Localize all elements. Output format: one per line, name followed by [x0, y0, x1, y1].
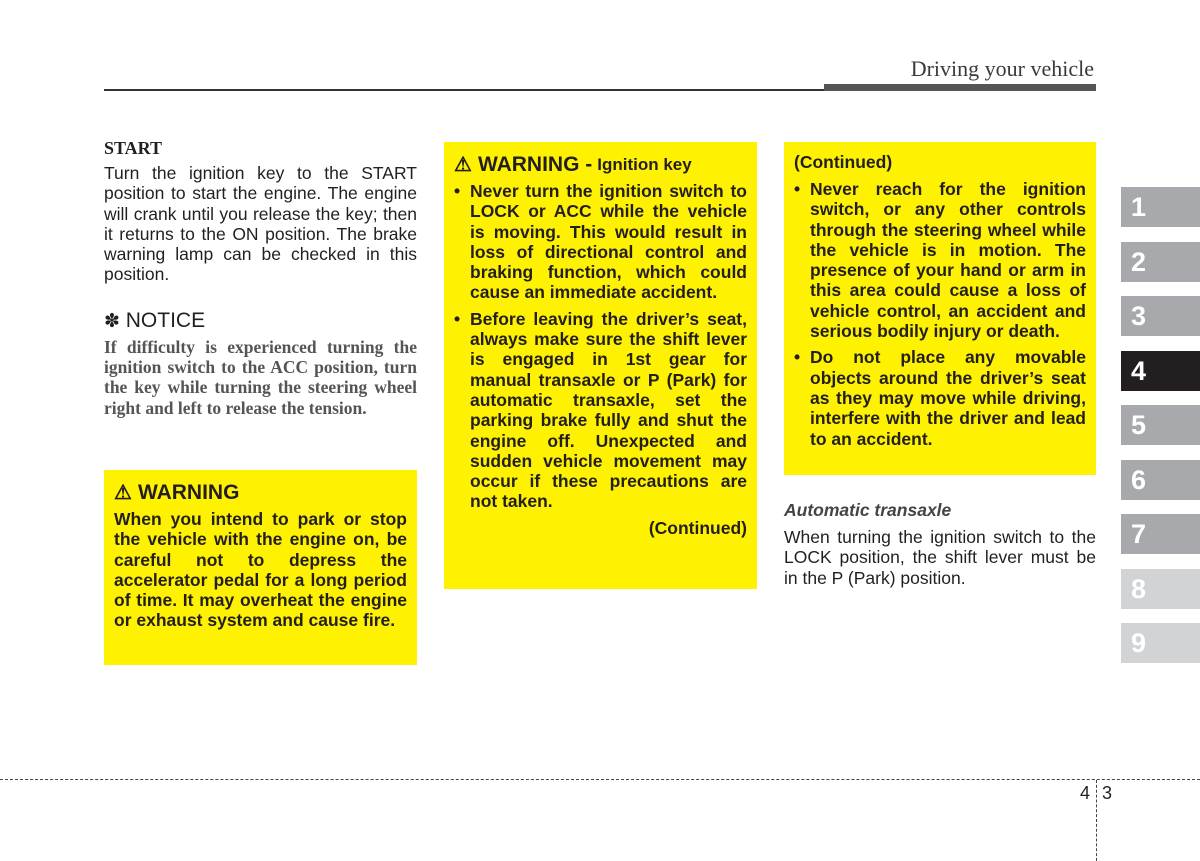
warning-triangle-icon: ⚠ [454, 154, 472, 176]
warning-list-item: • Before leaving the driver’s seat, always make sure the shift lever is engaged in 1st gear for manual transaxle or P (Park) for automatic transaxle, set the parking brake fully and shut the engine off. Unexpected and sudden vehicle movement may occur if these precautions are not taken. [454, 309, 747, 512]
warning-subtitle: Ignition key [597, 154, 692, 174]
warning-title: WARNING - [477, 152, 593, 176]
transaxle-text: When turning the ignition switch to the LOCK position, the shift lever must be in the P (Park) position. [784, 527, 1096, 588]
warning-list [454, 181, 747, 512]
chapter-tab-3[interactable]: 3 [1121, 296, 1200, 336]
chapter-tab-9[interactable]: 9 [1121, 623, 1200, 663]
chapter-tab-5[interactable]: 5 [1121, 405, 1200, 445]
warning-box-ignition-key [444, 142, 757, 589]
transaxle-title: Automatic transaxle [784, 500, 952, 520]
column-start [104, 138, 417, 418]
warning-title: WARNING [137, 480, 240, 504]
continued-label: (Continued) [648, 517, 747, 538]
chapter-tab-4[interactable]: 4 [1121, 351, 1200, 391]
notice-text: If difficulty is experienced turning the ignition switch to the ACC position, turn the key while turning the steering wheel right and left to release the tension. [104, 336, 417, 418]
page-number: 3 [1102, 783, 1113, 803]
footer-page-divider [1096, 780, 1097, 861]
chapter-tab-1[interactable]: 1 [1121, 187, 1200, 227]
chapter-tab-2[interactable]: 2 [1121, 242, 1200, 282]
notice-heading [104, 309, 417, 333]
warning-box-park [104, 470, 417, 665]
start-text: Turn the ignition key to the START position to start the engine. The engine will crank until you release the key; then it returns to the ON position. The brake warning lamp can be checked in this position. [104, 163, 417, 285]
header-rule-bold [824, 84, 1096, 91]
warning-text: When you intend to park or stop the vehicle with the engine on, be careful not to depress the accelerator pedal for a long period of time. It may overheat the engine or exhaust system and cause fire. [114, 509, 407, 631]
header-rule [104, 89, 824, 91]
chapter-tabs [1121, 187, 1200, 678]
chapter-tab-7[interactable]: 7 [1121, 514, 1200, 554]
start-title: START [104, 138, 163, 158]
warning-heading [454, 152, 747, 177]
warning-box-continued [784, 142, 1096, 475]
chapter-tab-8[interactable]: 8 [1121, 569, 1200, 609]
warning-list-item: • Never turn the ignition switch to LOCK or ACC while the vehicle is moving. This would result in loss of directional control and braking function, which could cause an immediate accident. [454, 181, 747, 303]
warning-list [794, 179, 1086, 449]
page-chapter-number: 4 [1080, 783, 1091, 803]
notice-title: NOTICE [125, 308, 206, 332]
warning-list-item: • Never reach for the ignition switch, or any other controls through the steering wheel while the vehicle is in motion. The presence of your hand or arm in this area could cause a loss of vehicle control, an accident and serious bodily injury or death. [794, 179, 1086, 341]
continued-heading: (Continued) [794, 152, 893, 172]
warning-triangle-icon: ⚠ [114, 482, 132, 504]
warning-heading [114, 480, 407, 505]
warning-list-item: • Do not place any movable objects around the driver’s seat as they may move while driving, interfere with the driver and lead to an accident. [794, 347, 1086, 448]
chapter-tab-6[interactable]: 6 [1121, 460, 1200, 500]
page-header-title: Driving your vehicle [910, 56, 1094, 81]
notice-icon: ✽ [104, 310, 120, 332]
footer-divider [0, 779, 1200, 780]
